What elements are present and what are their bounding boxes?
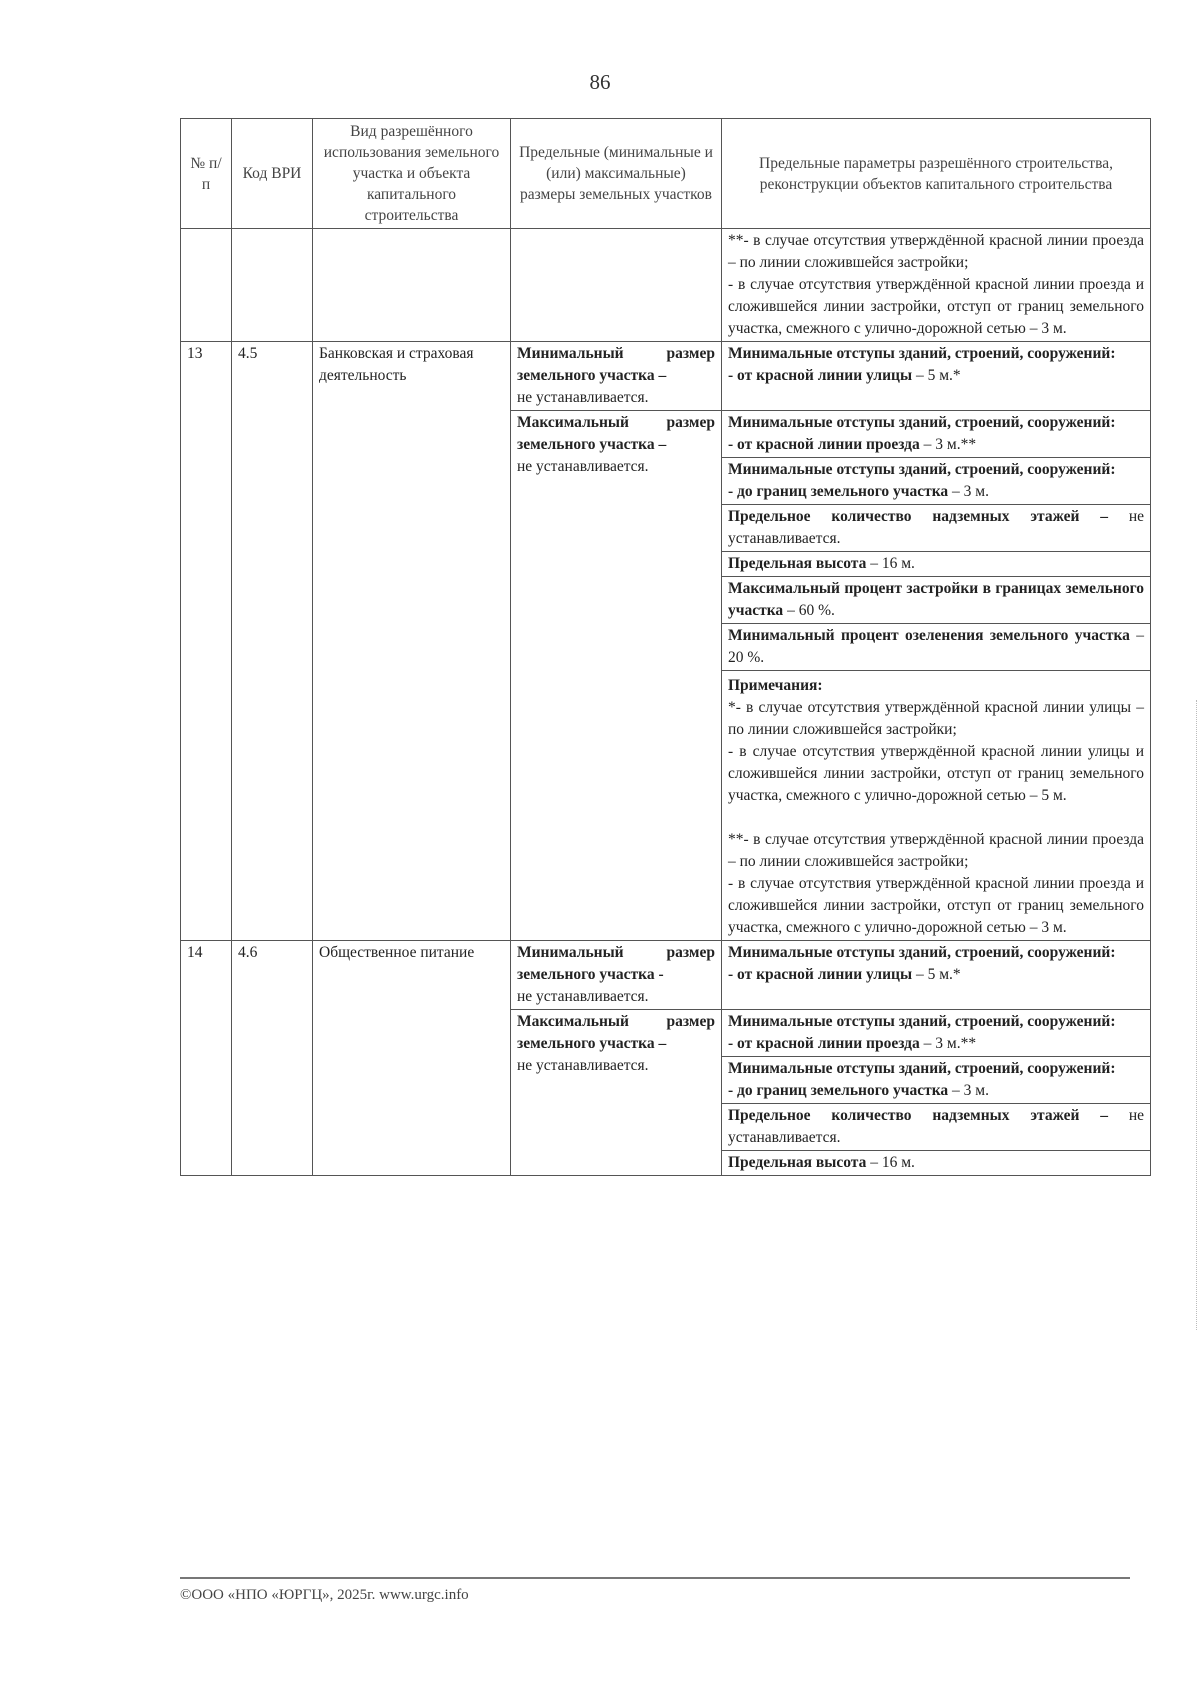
table-row-13 — [181, 342, 1151, 411]
row13-param-setback-street — [722, 342, 1151, 411]
continuation-note-2: - в случае отсутствия утверждённой красной линии проезда и сложившейся линии застройки, отступ от границ земельного участка, смежного с улично-дорожной сетью – 3 м. — [728, 276, 1144, 337]
row13-p1-sub: - от красной линии улицы — [728, 367, 913, 384]
row13-note-3: **- в случае отсутствия утверждённой красной линии проезда – по линии сложившейся застройки; — [728, 831, 1144, 870]
row14-max-size-label: Максимальный размер земельного участка – — [517, 1013, 715, 1052]
row14-kind: Общественное питание — [313, 941, 511, 1176]
row14-p2-label: Минимальные отступы зданий, строений, сооружений: — [728, 1013, 1116, 1030]
row14-p3-sub: - до границ земельного участка — [728, 1082, 949, 1099]
row13-p5-value: – 16 м. — [866, 555, 915, 572]
row13-param-height — [722, 552, 1150, 577]
row14-param-setback-road — [722, 1010, 1150, 1057]
row13-p2-value: – 3 м.** — [919, 436, 977, 453]
row13-min-size-label: Минимальный размер земельного участка – — [517, 345, 715, 384]
row14-p3-label: Минимальные отступы зданий, строений, сооружений: — [728, 1060, 1116, 1077]
row13-p3-label: Минимальные отступы зданий, строений, сооружений: — [728, 461, 1116, 478]
row13-p4-value: не устанавливается. — [728, 508, 1144, 547]
row14-p4-label: Предельное количество надземных этажей – — [728, 1107, 1108, 1124]
row13-note-2: - в случае отсутствия утверждённой красной линии улицы и сложившейся линии застройки, отступ от границ земельного участка, смежного с улично-дорожной сетью – 5 м. — [728, 743, 1144, 804]
row14-p1-sub: - от красной линии улицы — [728, 966, 913, 983]
row13-p3-sub: - до границ земельного участка — [728, 483, 949, 500]
row14-p1-label: Минимальные отступы зданий, строений, сооружений: — [728, 944, 1116, 961]
header-kind: Вид разрешённого использования земельного участка и объекта капитального строительства — [313, 119, 511, 229]
continuation-notes — [722, 229, 1151, 342]
row14-p2-value: – 3 м.** — [919, 1035, 977, 1052]
row13-p2-sub: - от красной линии проезда — [728, 436, 920, 453]
row14-min-size-value: не устанавливается. — [517, 988, 649, 1005]
row14-p5-value: – 16 м. — [866, 1154, 915, 1171]
row14-p5-label: Предельная высота — [728, 1154, 867, 1171]
row13-p1-label: Минимальные отступы зданий, строений, сооружений: — [728, 345, 1116, 362]
row13-p1-value: – 5 м.* — [912, 367, 961, 384]
footer-divider — [180, 1577, 1130, 1579]
row13-p6-label: Максимальный процент застройки в границах земельного участка — [728, 580, 1144, 619]
header-row — [181, 119, 1151, 229]
continuation-note-1: **- в случае отсутствия утверждённой красной линии проезда – по линии сложившейся застройки; — [728, 232, 1144, 271]
row13-p7-value: – 20 %. — [728, 627, 1144, 666]
row13-param-setback-boundary — [722, 458, 1150, 505]
row14-max-size — [511, 1010, 722, 1176]
row13-p7-label: Минимальный процент озеленения земельного участка — [728, 627, 1130, 644]
row14-p3-value: – 3 м. — [948, 1082, 989, 1099]
header-params: Предельные параметры разрешённого строительства, реконструкции объектов капитального строительства — [722, 119, 1151, 229]
row14-p1-value: – 5 м.* — [912, 966, 961, 983]
row14-p2-sub: - от красной линии проезда — [728, 1035, 920, 1052]
row14-num: 14 — [181, 941, 232, 1176]
row14-param-floors — [722, 1104, 1150, 1151]
row13-notes — [722, 671, 1150, 941]
table-row-14 — [181, 941, 1151, 1010]
page-number: 86 — [589, 70, 611, 94]
row14-code: 4.6 — [232, 941, 313, 1176]
row14-param-setback-street — [722, 941, 1151, 1010]
row14-max-size-value: не устанавливается. — [517, 1057, 649, 1074]
header-code: Код ВРИ — [232, 119, 313, 229]
row13-max-size — [511, 411, 722, 941]
row13-num: 13 — [181, 342, 232, 941]
row13-p4-label: Предельное количество надземных этажей – — [728, 508, 1108, 525]
row14-min-size-label: Минимальный размер земельного участка - — [517, 944, 715, 983]
footer-copyright: ©ООО «НПО «ЮРГЦ», 2025г. www.urgc.info — [180, 1587, 469, 1603]
row13-p2-label: Минимальные отступы зданий, строений, сооружений: — [728, 414, 1116, 431]
row13-notes-title: Примечания: — [728, 677, 823, 694]
continuation-row — [181, 229, 1151, 342]
row13-param-coverage — [722, 577, 1150, 624]
scan-edge-mark — [1196, 700, 1199, 1330]
row14-param-height — [722, 1151, 1150, 1176]
row13-kind: Банковская и страховая деятельность — [313, 342, 511, 941]
row13-param-floors — [722, 505, 1150, 552]
row13-min-size-value: не устанавливается. — [517, 389, 649, 406]
row13-param-stack — [722, 411, 1151, 941]
row13-p3-value: – 3 м. — [948, 483, 989, 500]
row14-param-setback-boundary — [722, 1057, 1150, 1104]
row13-param-greening — [722, 624, 1150, 671]
row13-param-setback-road — [722, 411, 1150, 458]
row13-min-size — [511, 342, 722, 411]
row13-p5-label: Предельная высота — [728, 555, 867, 572]
header-num: № п/п — [181, 119, 232, 229]
row13-p6-value: – 60 %. — [783, 602, 835, 619]
row13-note-4: - в случае отсутствия утверждённой красной линии проезда и сложившейся линии застройки, отступ от границ земельного участка, смежного с улично-дорожной сетью – 3 м. — [728, 875, 1144, 936]
header-sizes: Предельные (минимальные и (или) максимальные) размеры земельных участков — [511, 119, 722, 229]
row13-code: 4.5 — [232, 342, 313, 941]
row14-param-stack — [722, 1010, 1151, 1176]
row13-note-1: *- в случае отсутствия утверждённой красной линии улицы – по линии сложившейся застройки; — [728, 699, 1144, 738]
row14-min-size — [511, 941, 722, 1010]
land-use-table — [180, 118, 1151, 1176]
row13-max-size-label: Максимальный размер земельного участка – — [517, 414, 715, 453]
row13-max-size-value: не устанавливается. — [517, 458, 649, 475]
row14-p4-value: не устанавливается. — [728, 1107, 1144, 1146]
